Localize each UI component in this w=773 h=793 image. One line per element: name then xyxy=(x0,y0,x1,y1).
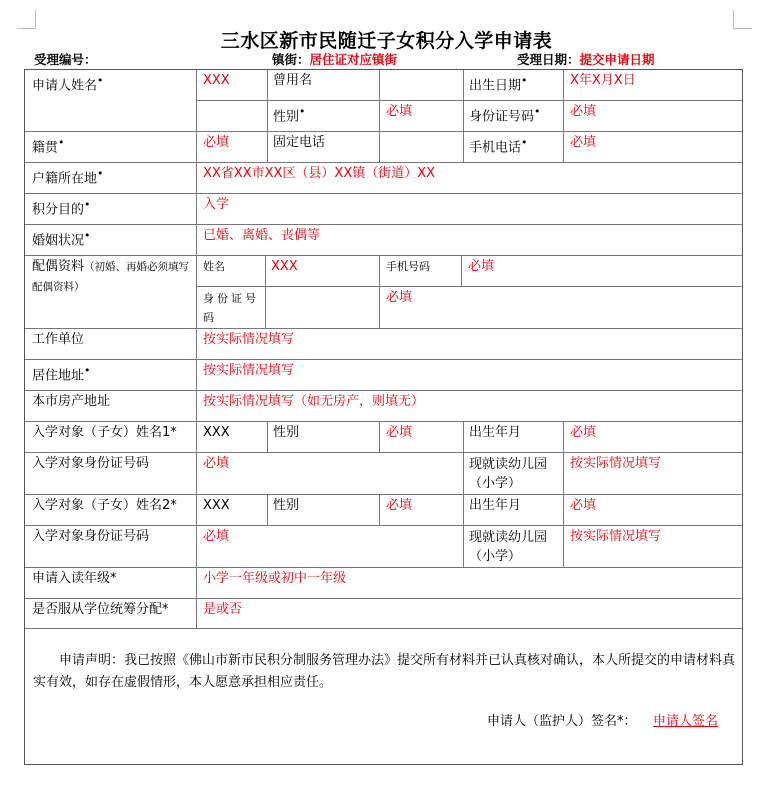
child2-id-label: 入学对象身份证号码 xyxy=(32,529,150,544)
residence-address-value[interactable]: 按实际情况填写 xyxy=(203,363,295,378)
town-field xyxy=(272,50,397,68)
accept-date-field xyxy=(517,50,655,68)
birth-date-label: 出生日期• xyxy=(469,74,528,94)
child2-school-label: 现就读幼儿园（小学） xyxy=(469,530,548,564)
signature-label: 申请人（监护人）签名*： xyxy=(487,714,637,729)
residence-address-label: 居住地址• xyxy=(32,364,91,384)
grid-line xyxy=(463,421,464,567)
id-number-label: 身份证号码• xyxy=(469,105,541,125)
hukou-label: 户籍所在地• xyxy=(32,167,104,187)
applicant-name-label: 申请人姓名• xyxy=(32,74,104,94)
child2-gender-label: 性别 xyxy=(273,498,300,513)
points-purpose-value[interactable]: 入学 xyxy=(203,197,230,212)
obey-allocation-value[interactable]: 是或否 xyxy=(203,602,243,617)
town-value[interactable]: 居住证对应镇街 xyxy=(309,52,398,67)
work-unit-label: 工作单位 xyxy=(32,332,85,347)
child2-birth-value[interactable]: 必填 xyxy=(570,498,597,513)
grid-line xyxy=(25,525,743,526)
child1-name-label: 入学对象（子女）姓名1* xyxy=(32,425,177,440)
grid-line xyxy=(267,494,268,525)
child1-gender-label: 性别 xyxy=(273,425,300,440)
child1-birth-value[interactable]: 必填 xyxy=(570,425,597,440)
grid-line xyxy=(25,224,743,225)
grid-line xyxy=(25,359,743,360)
native-place-value[interactable]: 必填 xyxy=(203,135,230,150)
grid-line xyxy=(25,598,743,599)
application-form-table xyxy=(24,69,743,765)
applicant-name-value[interactable]: XXX xyxy=(203,73,230,88)
accept-number-label: 受理编号： xyxy=(34,52,97,67)
child2-birth-label: 出生年月 xyxy=(469,498,522,513)
grid-line xyxy=(25,494,743,495)
child1-name-value[interactable]: XXX xyxy=(203,425,230,440)
spouse-mobile-value[interactable]: 必填 xyxy=(468,259,495,274)
form-title: 三水区新市民随迁子女积分入学申请表 xyxy=(220,30,553,52)
declaration-text: 申请声明：我已按照《佛山市新市民积分制服务管理办法》提交所有材料并已认真核对确认，本人所提交的申请材料真实有效，如存在虚假情形，本人愿意承担相应责任。 xyxy=(33,653,736,690)
marital-status-value[interactable]: 已婚、离婚、丧偶等 xyxy=(203,228,321,243)
marital-status-label: 婚姻状况• xyxy=(32,229,91,249)
town-label: 镇街： xyxy=(272,52,310,67)
property-address-value[interactable]: 按实际情况填写（如无房产，则填无） xyxy=(203,394,425,409)
grid-line xyxy=(463,70,464,162)
mobile-value[interactable]: 必填 xyxy=(570,135,597,150)
grid-line xyxy=(196,286,743,287)
spouse-id-label: 身份证号码 xyxy=(203,292,259,324)
accept-date-label: 受理日期： xyxy=(517,52,580,67)
child2-id-value[interactable]: 必填 xyxy=(203,529,230,544)
accept-date-value[interactable]: 提交申请日期 xyxy=(579,52,655,67)
spouse-info-label: 配偶资料（初婚、再婚必须填写配偶资料） xyxy=(32,259,190,293)
gender-label: 性别• xyxy=(273,105,306,125)
property-address-label: 本市房产地址 xyxy=(32,394,111,409)
grid-line xyxy=(196,70,197,628)
grid-line xyxy=(461,255,462,286)
grid-line xyxy=(265,255,266,328)
signature-value[interactable]: 申请人签名 xyxy=(653,714,719,729)
spouse-mobile-label: 手机号码 xyxy=(386,260,430,273)
grid-line xyxy=(25,131,743,132)
grade-value[interactable]: 小学一年级或初中一年级 xyxy=(203,571,347,586)
obey-allocation-label: 是否服从学位统筹分配* xyxy=(32,602,169,617)
grid-line xyxy=(379,494,380,525)
child1-school-label: 现就读幼儿园（小学） xyxy=(469,457,548,491)
grid-line xyxy=(25,628,743,629)
child2-name-value[interactable]: XXX xyxy=(203,498,230,513)
landline-label: 固定电话 xyxy=(273,135,326,150)
native-place-label: 籍贯• xyxy=(32,136,65,156)
child1-id-label: 入学对象身份证号码 xyxy=(32,456,150,471)
grid-line xyxy=(25,328,743,329)
spouse-name-value[interactable]: XXX xyxy=(271,259,298,274)
child2-name-label: 入学对象（子女）姓名2* xyxy=(32,498,177,513)
grid-line xyxy=(25,421,743,422)
used-name-label: 曾用名 xyxy=(273,73,313,88)
grid-line xyxy=(267,70,268,162)
child1-id-value[interactable]: 必填 xyxy=(203,456,230,471)
child1-gender-value[interactable]: 必填 xyxy=(386,425,413,440)
gender-value[interactable]: 必填 xyxy=(386,104,413,119)
grid-line xyxy=(379,255,380,328)
child1-school-value[interactable]: 按实际情况填写 xyxy=(570,456,662,471)
hukou-value[interactable]: XX省XX市XX区（县）XX镇（街道）XX xyxy=(203,166,436,181)
grid-line xyxy=(25,567,743,568)
points-purpose-label: 积分目的• xyxy=(32,198,91,218)
grade-label: 申请入读年级* xyxy=(32,571,117,586)
child1-birth-label: 出生年月 xyxy=(469,425,522,440)
mobile-label: 手机电话• xyxy=(469,136,528,156)
grid-line xyxy=(379,421,380,452)
grid-line xyxy=(25,162,743,163)
grid-line xyxy=(25,390,743,391)
grid-line xyxy=(25,193,743,194)
child2-gender-value[interactable]: 必填 xyxy=(386,498,413,513)
grid-line xyxy=(267,421,268,452)
grid-line xyxy=(379,70,380,162)
grid-line xyxy=(563,70,564,162)
birth-date-value[interactable]: X年X月X日 xyxy=(570,73,636,88)
id-number-value[interactable]: 必填 xyxy=(570,104,597,119)
work-unit-value[interactable]: 按实际情况填写 xyxy=(203,332,295,347)
grid-line xyxy=(25,452,743,453)
child2-school-value[interactable]: 按实际情况填写 xyxy=(570,529,662,544)
spouse-id-value[interactable]: 必填 xyxy=(386,290,413,305)
spouse-name-label: 姓名 xyxy=(203,260,225,273)
grid-line xyxy=(25,255,743,256)
grid-line xyxy=(563,421,564,567)
grid-line xyxy=(196,100,743,101)
